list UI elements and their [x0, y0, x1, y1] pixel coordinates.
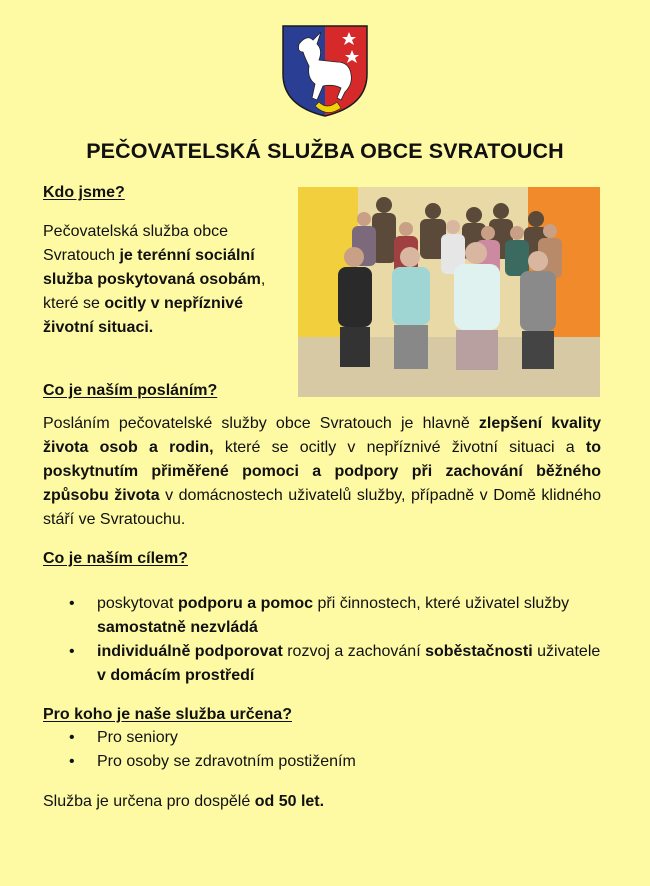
page-title: PEČOVATELSKÁ SLUŽBA OBCE SVRATOUCH: [86, 139, 564, 163]
list-item: • individuálně podporovat rozvoj a zachování soběstačnosti uživatele v domácím prostředí: [69, 643, 601, 684]
list-item: • Pro osoby se zdravotním postižením: [69, 753, 356, 770]
heading-targets: Pro koho je naše služba určena?: [43, 706, 292, 723]
heading-mission: Co je naším posláním?: [43, 382, 218, 399]
heading-goals: Co je naším cílem?: [43, 550, 188, 567]
goals-list: [43, 592, 601, 688]
coat-of-arms: [279, 22, 371, 118]
heading-who: Kdo jsme?: [43, 184, 125, 201]
targets-list: [43, 726, 601, 774]
mission-paragraph: Posláním pečovatelské služby obce Svratouch je hlavně zlepšení kvality života osob a rodin, které se ocitly v nepříznivé životní situaci a to poskytnutím přiměřené pomoci a podpory při zachování běžného způsobu života v domácnostech uživatelů služby, případně v Domě klidného stáří ve Svratouchu.: [43, 415, 602, 528]
age-note: Služba je určena pro dospělé od 50 let.: [43, 793, 325, 810]
list-item: • Pro seniory: [69, 729, 178, 746]
group-photo: [298, 187, 600, 397]
who-paragraph: Pečovatelská služba obce Svratouch je terénní sociální služba poskytovaná osobám, které se ocitly v nepříznivé životní situaci.: [43, 223, 266, 336]
list-item: • poskytovat podporu a pomoc při činnostech, které uživatel služby samostatně nezvládá: [69, 595, 570, 636]
